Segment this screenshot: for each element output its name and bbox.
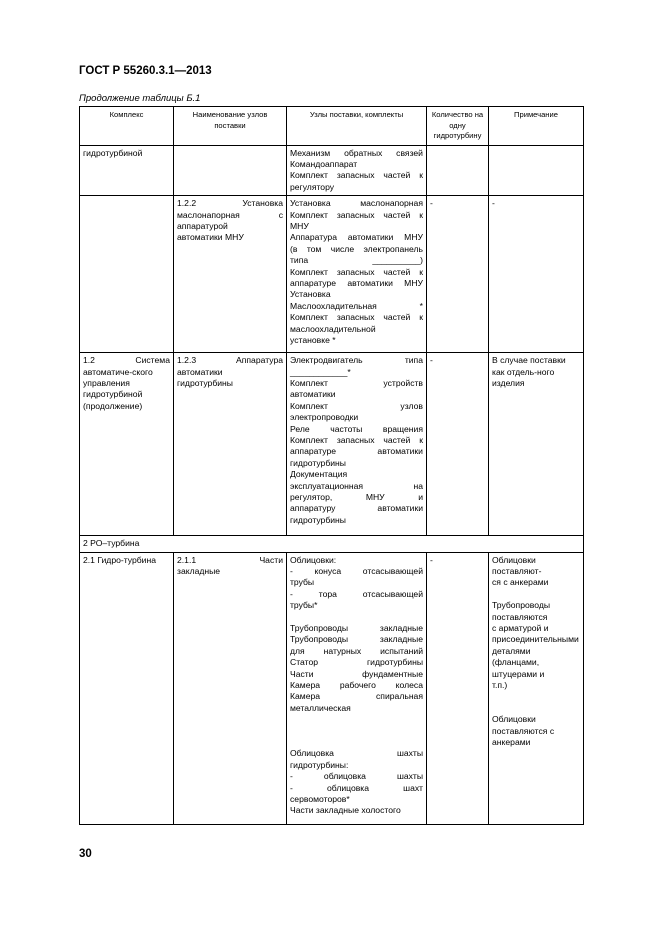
col-header-complex: Комплекс: [80, 107, 174, 146]
cell-line: 2.1 Гидро-турбина: [83, 554, 157, 565]
cell-qty: [427, 552, 489, 824]
cell-line: Облицовки поставляют-: [492, 554, 542, 576]
cell-line: управления: [83, 377, 130, 388]
cell-complex: [80, 145, 174, 196]
cell-line: ____________*: [290, 366, 351, 377]
cell-line: - облицовка шахт: [290, 782, 423, 793]
cell-qty: [427, 353, 489, 536]
cell-line: МНУ: [290, 220, 309, 231]
cell-line: Комплект запасных частей к: [290, 209, 423, 220]
cell-line: ся с анкерами: [492, 577, 549, 588]
cell-line: закладные: [177, 565, 221, 576]
cell-items: [287, 145, 427, 196]
cell-line: - облицовка шахты: [290, 771, 423, 782]
cell-line: Аппаратура автоматики МНУ: [290, 232, 423, 243]
cell-line: деталями: [492, 645, 531, 656]
cell-line: автоматики МНУ: [177, 232, 244, 243]
cell-note: [489, 353, 584, 536]
cell-line: трубы: [290, 577, 315, 588]
cell-node: [174, 145, 287, 196]
cell-line: Установка: [290, 289, 331, 300]
cell-line: Комплект запасных частей к: [290, 170, 423, 181]
cell-line: регулятору: [290, 181, 335, 192]
cell-line: трубы*: [290, 600, 318, 611]
cell-line: аппаратуре автоматики МНУ: [290, 277, 423, 288]
cell-qty: [427, 196, 489, 353]
cell-line: анкерами: [492, 736, 531, 747]
cell-line: Командоаппарат: [290, 158, 358, 169]
cell-line: автоматики: [290, 389, 336, 400]
cell-line: (продолжение): [83, 400, 143, 411]
cell-line: Механизм обратных связей: [290, 147, 423, 158]
cell-line: электропроводки: [290, 412, 359, 423]
cell-line: гидротурбины: [290, 457, 346, 468]
cell-note: [489, 196, 584, 353]
cell-line: Документация: [290, 469, 348, 480]
cell-node: [174, 196, 287, 353]
cell-line: Облицовки:: [290, 554, 337, 565]
col-header-note: Примечание: [489, 107, 584, 146]
col-header-items: Узлы поставки, комплекты: [287, 107, 427, 146]
cell-line: Части закладные холостого: [290, 805, 401, 816]
cell-line: Статор гидротурбины: [290, 657, 423, 668]
cell-line: Трубопроводы закладные: [290, 634, 423, 645]
col-header-qty: Количество на одну гидротурбину: [427, 107, 489, 146]
table-row: [80, 552, 584, 824]
cell-line: - тора отсасывающей: [290, 588, 423, 599]
cell-line: Комплект узлов: [290, 400, 423, 411]
cell-line: с арматурой и: [492, 622, 549, 633]
cell-note: [489, 552, 584, 824]
cell-line: автоматиче-ского: [83, 366, 153, 377]
document-title: ГОСТ Р 55260.3.1—2013: [79, 65, 212, 77]
cell-line: [290, 726, 423, 737]
cell-line: гидротурбины: [290, 514, 346, 525]
cell-line: -: [430, 554, 433, 565]
cell-line: Электродвигатель типа: [290, 355, 423, 366]
cell-line: маслоохладительной: [290, 323, 376, 334]
cell-line: регулятор, МНУ и: [290, 492, 423, 502]
cell-line: поставляются: [492, 611, 548, 622]
cell-line: Облицовка шахты: [290, 748, 423, 759]
cell-line: присоединительными: [492, 634, 579, 645]
cell-line: -: [492, 198, 495, 209]
page-number: 30: [79, 848, 92, 860]
table-caption: Продолжение таблицы Б.1: [79, 93, 201, 104]
cell-line: как отдель-ного: [492, 366, 555, 377]
cell-qty: [427, 145, 489, 196]
cell-line: [492, 589, 580, 600]
cell-items: [287, 552, 427, 824]
table-row: [80, 145, 584, 196]
cell-line: Комплект запасных частей к: [290, 312, 423, 323]
cell-line: [492, 703, 580, 714]
cell-line: [290, 714, 423, 725]
cell-node: [174, 353, 287, 536]
cell-items: [287, 196, 427, 353]
table-row: [80, 353, 584, 536]
cell-line: типа __________): [290, 255, 423, 266]
cell-line: Трубопроводы закладные: [290, 622, 423, 633]
cell-line: гидротурбиной: [83, 147, 143, 158]
cell-line: Комплект запасных частей к: [290, 266, 423, 277]
cell-line: для натурных испытаний: [290, 645, 423, 656]
section-row: [80, 536, 584, 552]
cell-line: гидротурбиной: [83, 389, 143, 400]
table-row: [80, 196, 584, 353]
cell-line: аппаратуру автоматики: [290, 503, 423, 514]
cell-complex: [80, 552, 174, 824]
cell-line: Камера спиральная: [290, 691, 423, 702]
cell-line: т.п.): [492, 679, 508, 690]
cell-line: 1.2.2 Установка: [177, 198, 283, 209]
cell-line: изделия: [492, 377, 525, 388]
cell-line: 1.2 Система: [83, 355, 170, 366]
cell-node: [174, 552, 287, 824]
cell-line: Комплект запасных частей к: [290, 434, 423, 445]
cell-complex: [80, 353, 174, 536]
cell-line: В случае поставки: [492, 355, 566, 366]
cell-line: аппаратурой: [177, 220, 228, 231]
cell-line: Комплект устройств: [290, 377, 423, 388]
delivery-table: [79, 106, 584, 825]
cell-line: Облицовки: [492, 714, 536, 725]
cell-line: Реле частоты вращения: [290, 423, 423, 434]
col-header-node: Наименование узлов поставки: [174, 107, 287, 146]
cell-note: [489, 145, 584, 196]
cell-line: Трубопроводы: [492, 600, 551, 611]
cell-line: гидротурбины:: [290, 759, 349, 770]
cell-line: поставляются с: [492, 725, 555, 736]
cell-line: 2.1.1 Части: [177, 554, 283, 565]
cell-line: Части фундаментные: [290, 668, 423, 679]
cell-line: металлическая: [290, 702, 351, 713]
cell-line: Камера рабочего колеса: [290, 679, 423, 690]
cell-line: [290, 737, 423, 748]
cell-items: [287, 353, 427, 536]
cell-line: [290, 612, 423, 623]
cell-line: -: [430, 355, 433, 366]
cell-line: гидротурбины: [177, 377, 233, 388]
cell-line: 1.2.3 Аппаратура: [177, 355, 283, 366]
cell-complex: [80, 196, 174, 353]
cell-line: маслонапорная с: [177, 209, 283, 220]
cell-line: (фланцами, штуцерами и: [492, 657, 545, 679]
cell-line: - конуса отсасывающей: [290, 565, 423, 576]
cell-line: автоматики: [177, 366, 223, 377]
cell-line: эксплуатационная на: [290, 480, 423, 491]
cell-line: Маслоохладительная *: [290, 300, 423, 311]
cell-line: установке *: [290, 335, 336, 345]
cell-line: (в том числе электропанель: [290, 243, 423, 254]
cell-line: Установка маслонапорная: [290, 198, 423, 209]
cell-line: -: [430, 198, 433, 209]
cell-line: сервомоторов*: [290, 794, 350, 804]
section-title: 2 РО–турбина: [80, 536, 584, 552]
cell-line: аппаратуре автоматики: [290, 446, 423, 457]
table-header-row: [80, 107, 584, 146]
cell-line: [492, 691, 580, 702]
